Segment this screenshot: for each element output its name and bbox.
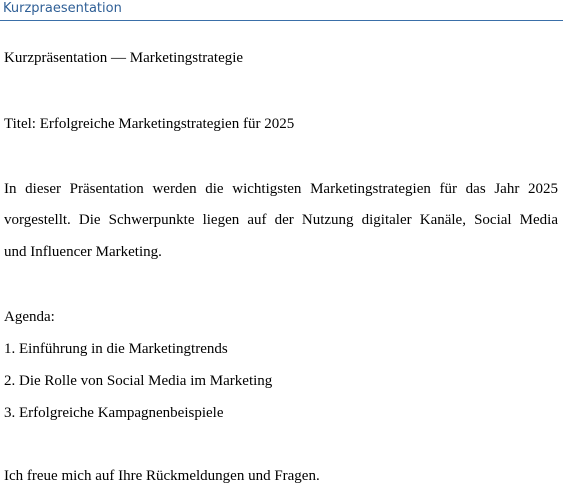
agenda-label: Agenda:	[4, 309, 55, 325]
intro-paragraph-line: vorgestellt. Die Schwerpunkte liegen auf der Nutzung digitaler Kanäle, Social Media	[4, 212, 558, 228]
presentation-title: Titel: Erfolgreiche Marketingstrategien für 2025	[4, 116, 295, 132]
document-header	[0, 0, 563, 21]
agenda-item: 3. Erfolgreiche Kampagnenbeispiele	[4, 405, 224, 421]
intro-paragraph-line: und Influencer Marketing.	[4, 244, 162, 260]
document-heading: Kurzpräsentation — Marketingstrategie	[4, 50, 244, 66]
agenda-item: 1. Einführung in die Marketingtrends	[4, 341, 228, 357]
agenda-item: 2. Die Rolle von Social Media im Marketing	[4, 373, 273, 389]
intro-paragraph-line: In dieser Präsentation werden die wichtigsten Marketingstrategien für das Jahr 2025	[4, 181, 558, 197]
closing-text: Ich freue mich auf Ihre Rückmeldungen und Fragen.	[4, 468, 320, 484]
header-title: Kurzpraesentation	[3, 1, 122, 16]
